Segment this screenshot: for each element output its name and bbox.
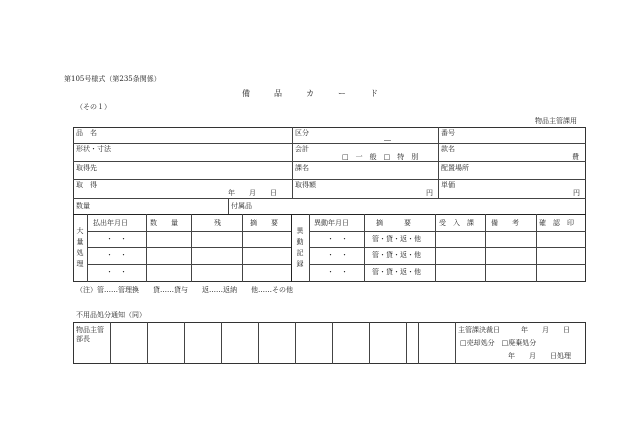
form-number: 第105号様式（第235条関係） <box>64 75 161 83</box>
card-title: 備 品 カ ー ド <box>242 89 378 98</box>
col-payout-date: 払出年月日 <box>93 219 128 227</box>
decision-date: 主管課決裁日 年 月 日 <box>458 326 570 334</box>
usage-label: 物品主管課用 <box>535 117 577 125</box>
quantity-label: 数量 <box>76 202 90 210</box>
number-label: 番号 <box>441 129 455 137</box>
processed-date: 年 月 日処理 <box>508 352 571 360</box>
acquisition-yen: 円 <box>426 189 433 197</box>
date-mark: ・ ・ <box>106 251 127 259</box>
date-mark: ・ ・ <box>106 268 127 276</box>
col-change-date: 異動年月日 <box>314 219 349 227</box>
shape-size-label: 形状・寸法 <box>76 145 111 153</box>
disposal-options: □売却処分 □廃棄処分 <box>460 339 537 347</box>
item-name-label: 品 名 <box>76 129 97 137</box>
date-mark: ・ ・ <box>327 268 348 276</box>
cost-unit: 費 <box>572 153 579 161</box>
category-label: 区分 <box>295 129 309 137</box>
disposal-title: 不用品処分通知（同） <box>76 311 146 319</box>
memo-options: 管・貸・返・他 <box>372 268 421 276</box>
category-mark: ― <box>384 136 391 144</box>
memo-options: 管・貸・返・他 <box>372 235 421 243</box>
account-item-label: 款名 <box>441 145 455 153</box>
acquisition-amount-label: 取得額 <box>295 181 316 189</box>
accessories-label: 付属品 <box>231 202 252 210</box>
acquired-from-label: 取得先 <box>76 164 97 172</box>
col-remaining: 残 <box>214 219 221 227</box>
acquisition-label: 取 得 <box>76 181 97 189</box>
unit-price-yen: 円 <box>573 189 580 197</box>
date-mark: ・ ・ <box>106 235 127 243</box>
department-head-label: 物品主管部長 <box>76 326 104 343</box>
date-mark: ・ ・ <box>327 251 348 259</box>
accounting-label: 会計 <box>295 145 309 153</box>
location-label: 配置場所 <box>441 164 469 172</box>
col-memo-right: 摘 要 <box>376 219 411 227</box>
section-name-label: 課名 <box>295 164 309 172</box>
col-remarks: 備 考 <box>491 219 519 227</box>
bulk-processing-label: 大量処理 <box>76 227 84 268</box>
acquisition-date: 年 月 日 <box>228 189 277 197</box>
transaction-record-label: 異動記録 <box>296 227 304 268</box>
part-label: （その１） <box>76 103 111 111</box>
col-receiving-section: 受 入 課 <box>439 219 474 227</box>
date-mark: ・ ・ <box>327 235 348 243</box>
abbreviation-note: （注）管……管理換 貸……貸与 返……返納 他……その他 <box>76 286 293 294</box>
col-memo-left: 摘 要 <box>250 219 278 227</box>
memo-options: 管・貸・返・他 <box>372 251 421 259</box>
unit-price-label: 単価 <box>441 181 455 189</box>
col-confirm-seal: 確 認 印 <box>539 219 574 227</box>
col-quantity: 数 量 <box>150 219 178 227</box>
accounting-options: □ 一 般 □ 特 別 <box>342 153 419 161</box>
